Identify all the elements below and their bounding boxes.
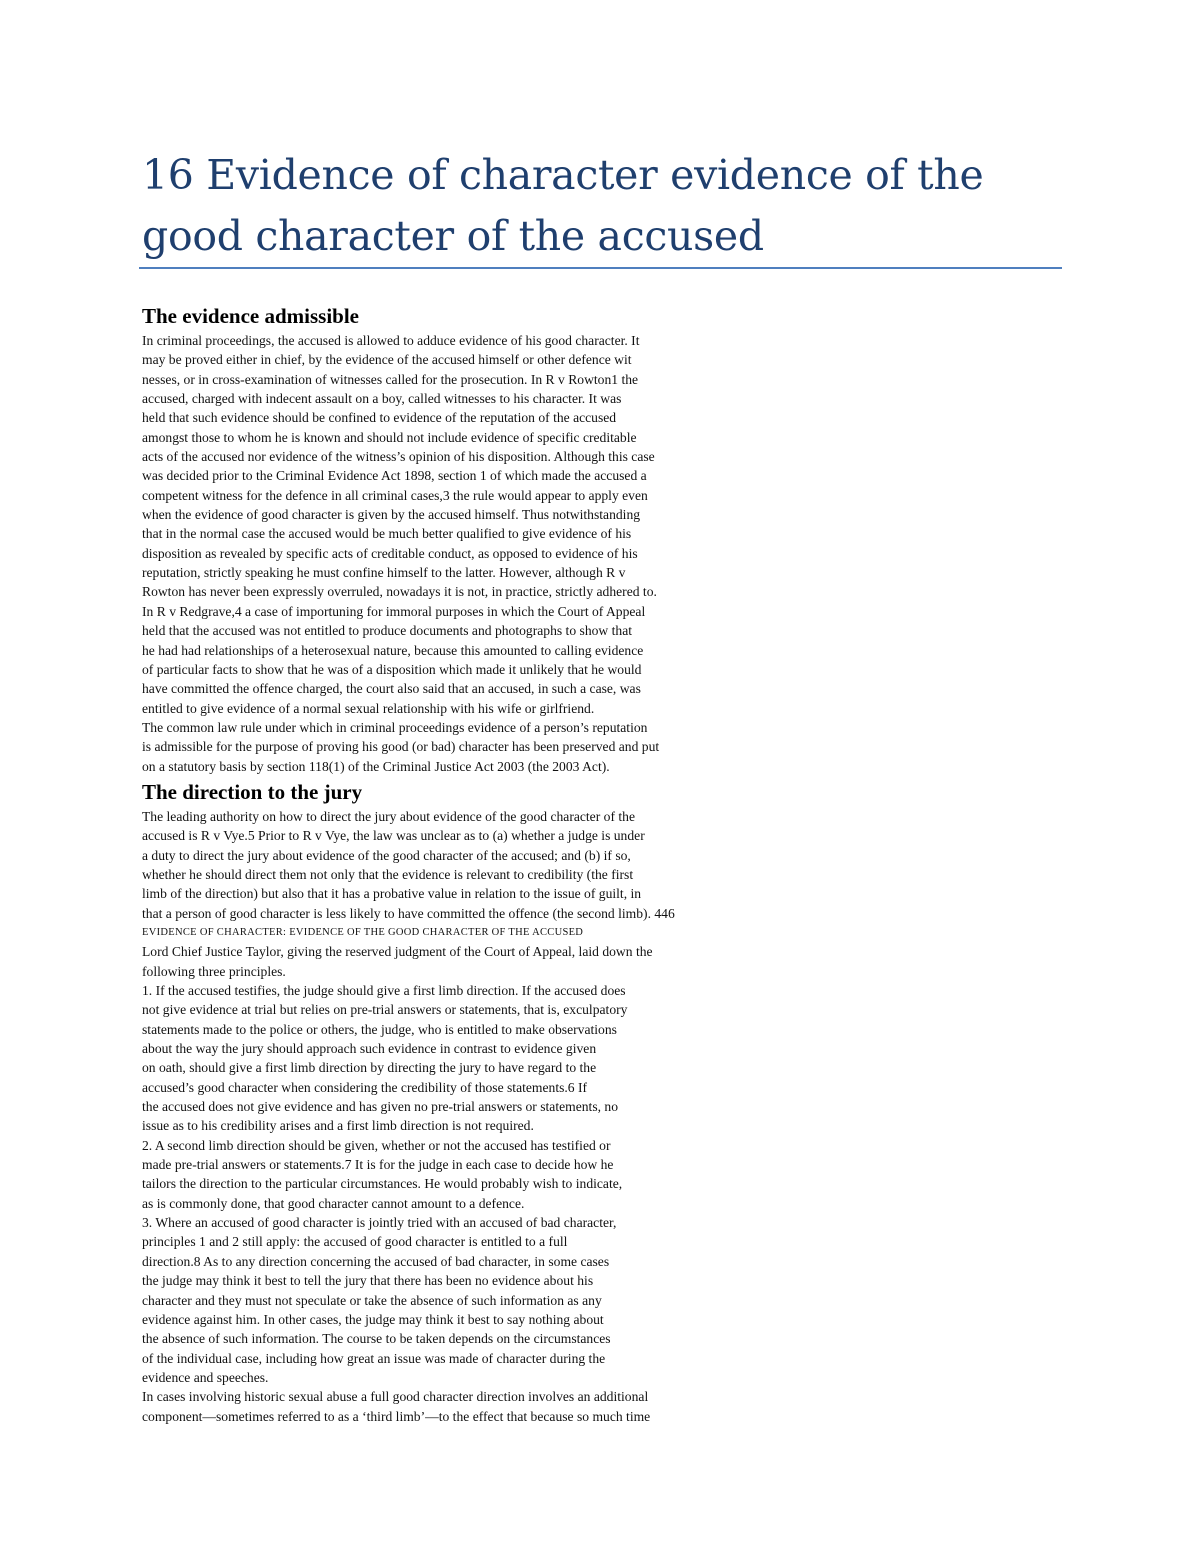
text-line: is admissible for the purpose of proving his good (or bad) character has been preserved and put (142, 739, 660, 755)
text-line: the judge may think it best to tell the jury that there has been no evidence about his (142, 1273, 594, 1289)
text-line: on a statutory basis by section 118(1) of the Criminal Justice Act 2003 (the 2003 Act). (142, 758, 610, 774)
text-line: of the individual case, including how great an issue was made of character during the (142, 1350, 606, 1366)
text-line: reputation, strictly speaking he must confine himself to the latter. However, although R v (142, 565, 626, 581)
text-line: 1. If the accused testifies, the judge should give a first limb direction. If the accused does (142, 983, 626, 998)
text-line: statements made to the police or others, the judge, who is entitled to make observations (142, 1021, 617, 1037)
document-body (142, 301, 822, 1426)
text-line: Lord Chief Justice Taylor, giving the reserved judgment of the Court of Appeal, laid down the (142, 944, 653, 960)
text-line: disposition as revealed by specific acts of creditable conduct, as opposed to evidence of his (142, 545, 638, 561)
text-line: not give evidence at trial but relies on pre-trial answers or statements, that is, exculpatory (142, 1002, 628, 1018)
text-line: held that such evidence should be confined to evidence of the reputation of the accused (142, 410, 617, 426)
running-header-line: EVIDENCE OF CHARACTER: EVIDENCE OF THE GOOD CHARACTER OF THE ACCUSED (142, 926, 584, 938)
text-line: following three principles. (142, 963, 286, 979)
text-line: nesses, or in cross-examination of witnesses called for the prosecution. In R v Rowton1 the (142, 371, 639, 387)
text-line: principles 1 and 2 still apply: the accused of good character is entitled to a full (142, 1234, 568, 1250)
text-line: evidence and speeches. (142, 1369, 269, 1385)
text-line: amongst those to whom he is known and should not include evidence of specific creditable (142, 429, 637, 445)
text-line: component—sometimes referred to as a ‘third limb’—to the effect that because so much time (142, 1408, 651, 1424)
text-line: issue as to his credibility arises and a first limb direction is not required. (142, 1118, 534, 1134)
text-line: was decided prior to the Criminal Evidence Act 1898, section 1 of which made the accused a (142, 468, 647, 484)
text-line: whether he should direct them not only that the evidence is relevant to credibility (the first (142, 866, 634, 882)
text-line: Rowton has never been expressly overruled, nowadays it is not, in practice, strictly adhered to. (142, 584, 657, 600)
text-line: about the way the jury should approach such evidence in contrast to evidence given (142, 1041, 597, 1057)
text-line: accused is R v Vye.5 Prior to R v Vye, the law was unclear as to (a) whether a judge is under (142, 828, 645, 844)
text-line: In cases involving historic sexual abuse a full good character direction involves an additional (142, 1389, 649, 1405)
text-line: he had had relationships of a heterosexual nature, because this amounted to calling evidence (142, 642, 644, 658)
text-line: 3. Where an accused of good character is jointly tried with an accused of bad character, (142, 1215, 617, 1231)
text-line: a duty to direct the jury about evidence of the good character of the accused; and (b) if so, (142, 847, 631, 863)
section-direction-to-jury-text (142, 807, 822, 1426)
text-line: competent witness for the defence in all criminal cases,3 the rule would appear to apply even (142, 487, 648, 503)
text-line: evidence against him. In other cases, the judge may think it best to say nothing about (142, 1311, 604, 1327)
text-line: of particular facts to show that he was of a disposition which made it unlikely that he would (142, 661, 642, 677)
text-line: tailors the direction to the particular circumstances. He would probably wish to indicate, (142, 1176, 623, 1192)
text-line: 2. A second limb direction should be given, whether or not the accused has testified or (142, 1137, 611, 1153)
section-heading-evidence-admissible: The evidence admissible (142, 304, 360, 328)
text-line: on oath, should give a first limb direction by directing the jury to have regard to the (142, 1060, 597, 1076)
text-line: when the evidence of good character is given by the accused himself. Thus notwithstanding (142, 507, 641, 523)
text-line: accused’s good character when considering the credibility of those statements.6 If (142, 1079, 588, 1095)
text-line: that in the normal case the accused would be much better qualified to give evidence of his (142, 526, 632, 542)
title-underline-rule (139, 267, 1062, 269)
text-line: accused, charged with indecent assault on a boy, called witnesses to his character. It was (142, 391, 622, 407)
text-line: the accused does not give evidence and has given no pre-trial answers or statements, no (142, 1099, 619, 1115)
text-line: the absence of such information. The course to be taken depends on the circumstances (142, 1331, 611, 1347)
text-line: may be proved either in chief, by the evidence of the accused himself or other defence wit (142, 352, 632, 368)
section-evidence-admissible-text (142, 331, 822, 776)
text-line: character and they must not speculate or take the absence of such information as any (142, 1292, 602, 1308)
text-line: acts of the accused nor evidence of the witness’s opinion of his disposition. Although this case (142, 449, 655, 465)
text-line: held that the accused was not entitled to produce documents and photographs to show that (142, 623, 633, 639)
text-line: entitled to give evidence of a normal sexual relationship with his wife or girlfriend. (142, 700, 595, 716)
text-line: The common law rule under which in criminal proceedings evidence of a person’s reputation (142, 719, 648, 735)
text-line: as is commonly done, that good character cannot amount to a defence. (142, 1195, 525, 1211)
text-line: that a person of good character is less likely to have committed the offence (the second limb). 446 (142, 905, 675, 921)
text-line: limb of the direction) but also that it has a probative value in relation to the issue of guilt, in (142, 886, 642, 902)
text-line: direction.8 As to any direction concerning the accused of bad character, in some cases (142, 1253, 610, 1269)
text-line: The leading authority on how to direct the jury about evidence of the good character of the (142, 808, 635, 824)
text-line: In criminal proceedings, the accused is allowed to adduce evidence of his good character. It (142, 333, 640, 348)
text-line: In R v Redgrave,4 a case of importuning for immoral purposes in which the Court of Appeal (142, 603, 646, 619)
text-line: made pre-trial answers or statements.7 It is for the judge in each case to decide how he (142, 1157, 614, 1173)
text-line: have committed the offence charged, the court also said that an accused, in such a case, was (142, 681, 641, 697)
page-title: 16 Evidence of character evidence of the good character of the accused (142, 151, 984, 260)
section-heading-direction-to-jury: The direction to the jury (142, 779, 363, 804)
